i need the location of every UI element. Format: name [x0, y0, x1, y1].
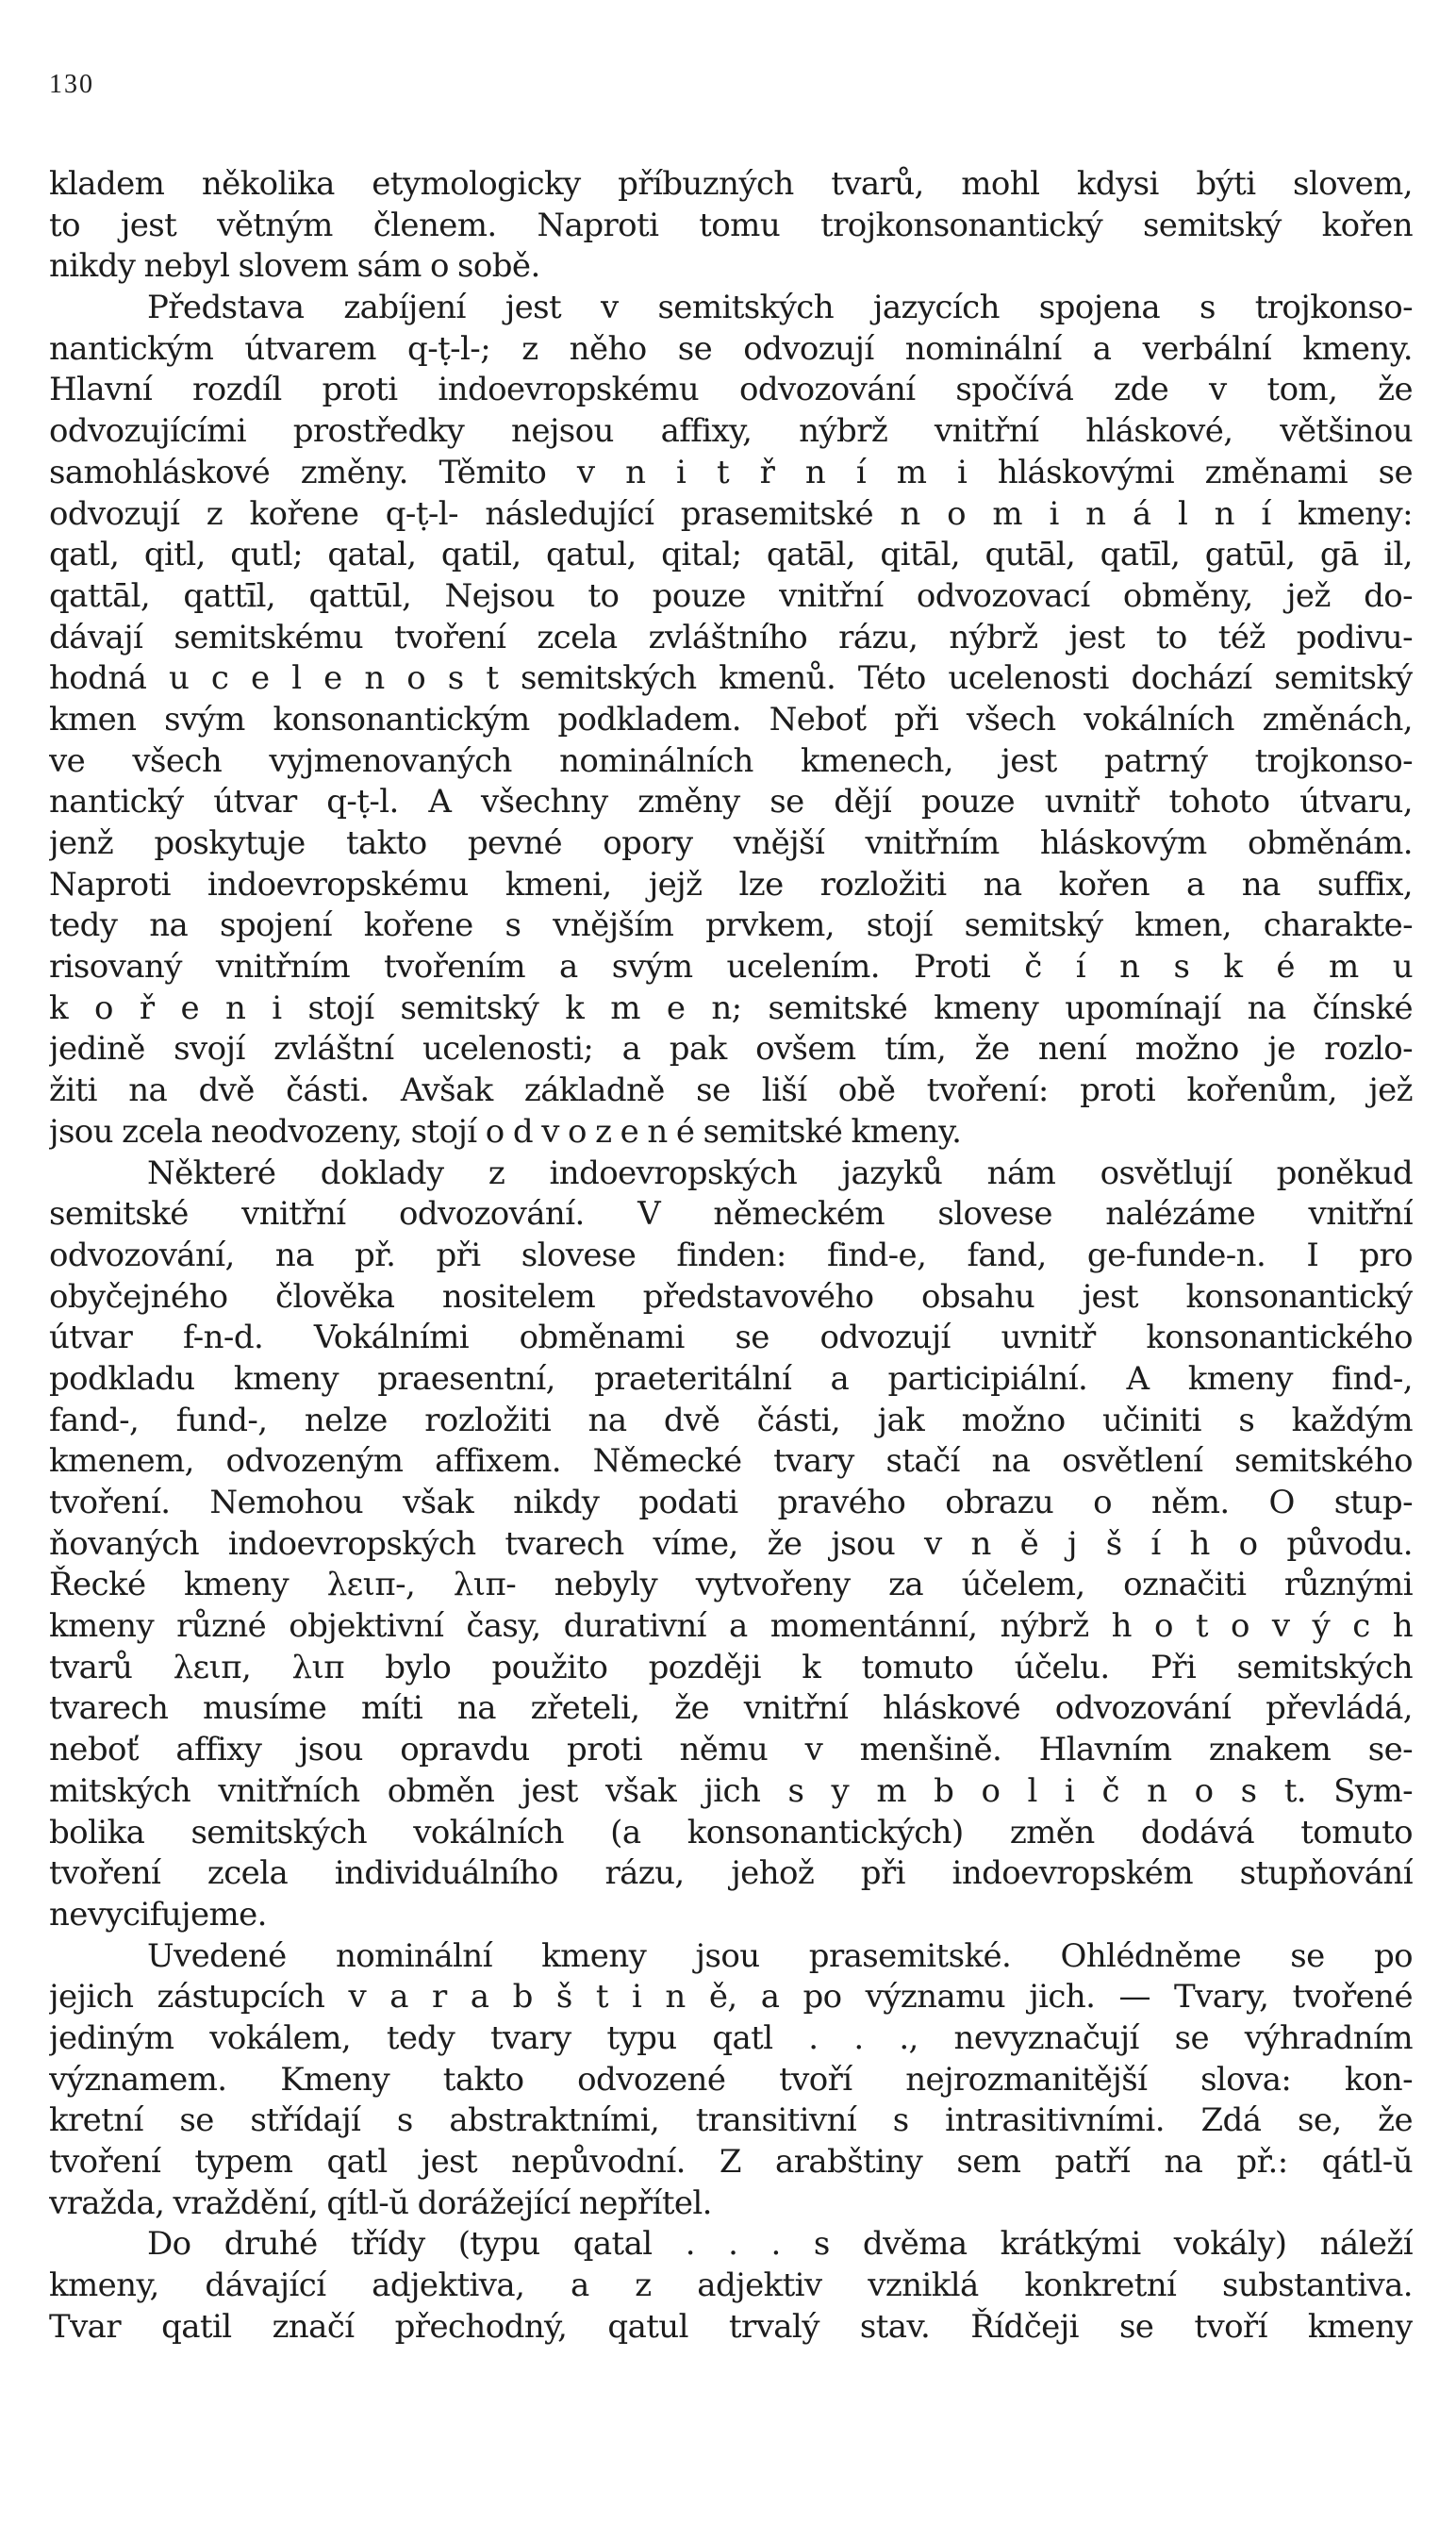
- text-line: vražda, vraždění, qítl-ŭ dorážející nepřítel.: [49, 2183, 712, 2222]
- text-line: tvarech musíme míti na zřeteli, že vnitřní hláskové odvozování převládá,: [49, 1689, 1413, 1728]
- page-number: 130: [49, 70, 94, 99]
- text-line: odvozování, na př. při slovese finden: find-e, fand, ge-funde-n. I pro: [49, 1236, 1413, 1274]
- text-line: Uvedené nominální kmeny jsou prasemitské. Ohlédněme se po: [147, 1936, 1413, 1975]
- text-line: qattāl, qattīl, qattūl, Nejsou to pouze vnitřní odvozovací obměny, jež do-: [49, 576, 1413, 615]
- text-line: hodná u c e l e n o s t semitských kmenů. Této ucelenosti dochází semitský: [49, 659, 1413, 698]
- text-line: obyčejného člověka nositelem představového obsahu jest konsonantický: [49, 1277, 1413, 1316]
- text-line: jejich zástupcích v a r a b š t i n ě, a po významu jich. — Tvary, tvořené: [49, 1978, 1413, 2017]
- text-line: fand-, fund-, nelze rozložiti na dvě části, jak možno učiniti s každým: [49, 1401, 1413, 1439]
- text-line: Do druhé třídy (typu qatal . . . s dvěma krátkými vokály) náleží: [147, 2225, 1413, 2264]
- text-line: ve všech vyjmenovaných nominálních kmenech, jest patrný trojkonso-: [49, 741, 1413, 780]
- text-line: Tvar qatil značí přechodný, qatul trvalý stav. Řídčeji se tvoří kmeny: [49, 2307, 1413, 2346]
- text-line: žiti na dvě části. Avšak základně se liší obě tvoření: proti kořenům, jež: [49, 1071, 1413, 1110]
- text-line: nevycifujeme.: [49, 1895, 267, 1934]
- text-line: tvarů λειπ, λιπ bylo použito později k tomuto účelu. Při semitských: [49, 1648, 1413, 1686]
- text-line: kmeny různé objektivní časy, durativní a momentánní, nýbrž h o t o v ý c h: [49, 1607, 1413, 1646]
- text-line: jediným vokálem, tedy tvary typu qatl . . ., nevyznačují se výhradním: [49, 2018, 1413, 2057]
- text-line: Řecké kmeny λειπ-, λιπ- nebyly vytvořeny za účelem, označiti různými: [49, 1566, 1413, 1604]
- text-line: kmen svým konsonantickým podkladem. Neboť při všech vokálních změnách,: [49, 700, 1413, 739]
- text-line: nantický útvar q-ṭ-l. A všechny změny se dějí pouze uvnitř tohoto útvaru,: [49, 783, 1413, 822]
- text-line: samohláskové změny. Těmito v n i t ř n í m i hláskovými změnami se: [49, 453, 1413, 491]
- text-line: významem. Kmeny takto odvozené tvoří nejrozmanitější slova: kon-: [49, 2060, 1413, 2099]
- text-line: nantickým útvarem q-ṭ-l-; z něho se odvozují nominální a verbální kmeny.: [49, 329, 1413, 368]
- text-line: jedině svojí zvláštní ucelenosti; a pak ovšem tím, že není možno je rozlo-: [49, 1030, 1413, 1069]
- text-line: nikdy nebyl slovem sám o sobě.: [49, 247, 540, 286]
- text-line: Některé doklady z indoevropských jazyků nám osvětlují poněkud: [147, 1154, 1413, 1192]
- text-line: Představa zabíjení jest v semitských jazycích spojena s trojkonso-: [147, 289, 1413, 327]
- text-line: k o ř e n i stojí semitský k m e n; semitské kmeny upomínají na čínské: [49, 988, 1413, 1027]
- text-line: tvoření zcela individuálního rázu, jehož při indoevropském stupňování: [49, 1854, 1413, 1893]
- text-line: neboť affixy jsou opravdu proti němu v menšině. Hlavním znakem se-: [49, 1731, 1413, 1769]
- text-line: útvar f-n-d. Vokálními obměnami se odvozují uvnitř konsonantického: [49, 1319, 1413, 1357]
- text-line: dávají semitskému tvoření zcela zvláštního rázu, nýbrž jest to též podivu-: [49, 618, 1413, 656]
- text-line: ňovaných indoevropských tvarech víme, že jsou v n ě j š í h o původu.: [49, 1524, 1413, 1563]
- text-line: risovaný vnitřním tvořením a svým ucelením. Proti č í n s k é m u: [49, 948, 1413, 987]
- text-line: tvoření. Nemohou však nikdy podati pravého obrazu o něm. O stup-: [49, 1484, 1413, 1521]
- text-line: jsou zcela neodvozeny, stojí o d v o z e n é semitské kmeny.: [49, 1112, 962, 1151]
- body-text: [49, 164, 1413, 2494]
- text-line: jenž poskytuje takto pevné opory vnější vnitřním hláskovým obměnám.: [49, 824, 1413, 862]
- text-line: bolika semitských vokálních (a konsonantických) změn dodává tomuto: [49, 1813, 1413, 1851]
- text-line: odvozujícími prostředky nejsou affixy, nýbrž vnitřní hláskové, většinou: [49, 412, 1413, 451]
- text-line: kmenem, odvozeným affixem. Německé tvary stačí na osvětlení semitského: [49, 1442, 1413, 1481]
- text-line: qatl, qitl, qutl; qatal, qatil, qatul, qital; qatāl, qitāl, qutāl, qatīl, gatūl, gā il,: [49, 536, 1413, 574]
- text-line: podkladu kmeny praesentní, praeteritální a participiální. A kmeny find-,: [49, 1359, 1413, 1398]
- text-line: Naproti indoevropskému kmeni, jejž lze rozložiti na kořen a na suffix,: [49, 865, 1413, 904]
- text-line: tedy na spojení kořene s vnějším prvkem, stojí semitský kmen, charakte-: [49, 906, 1413, 945]
- text-line: kmeny, dávající adjektiva, a z adjektiv vzniklá konkretní substantiva.: [49, 2266, 1413, 2305]
- text-line: to jest větným členem. Naproti tomu trojkonsonantický semitský kořen: [49, 206, 1413, 244]
- text-line: Hlavní rozdíl proti indoevropskému odvozování spočívá zde v tom, že: [49, 371, 1413, 409]
- text-line: mitských vnitřních obměn jest však jich s y m b o l i č n o s t. Sym-: [49, 1771, 1413, 1810]
- text-line: tvoření typem qatl jest nepůvodní. Z arabštiny sem patří na př.: qátl-ŭ: [49, 2143, 1413, 2181]
- text-line: kretní se střídají s abstraktními, transitivní s intrasitivními. Zdá se, že: [49, 2101, 1413, 2140]
- text-line: semitské vnitřní odvozování. V německém slovese nalézáme vnitřní: [49, 1195, 1413, 1234]
- text-line: kladem několika etymologicky příbuzných tvarů, mohl kdysi býti slovem,: [49, 165, 1413, 203]
- text-line: odvozují z kořene q-ṭ-l- následující prasemitské n o m i n á l n í kmeny:: [49, 494, 1413, 533]
